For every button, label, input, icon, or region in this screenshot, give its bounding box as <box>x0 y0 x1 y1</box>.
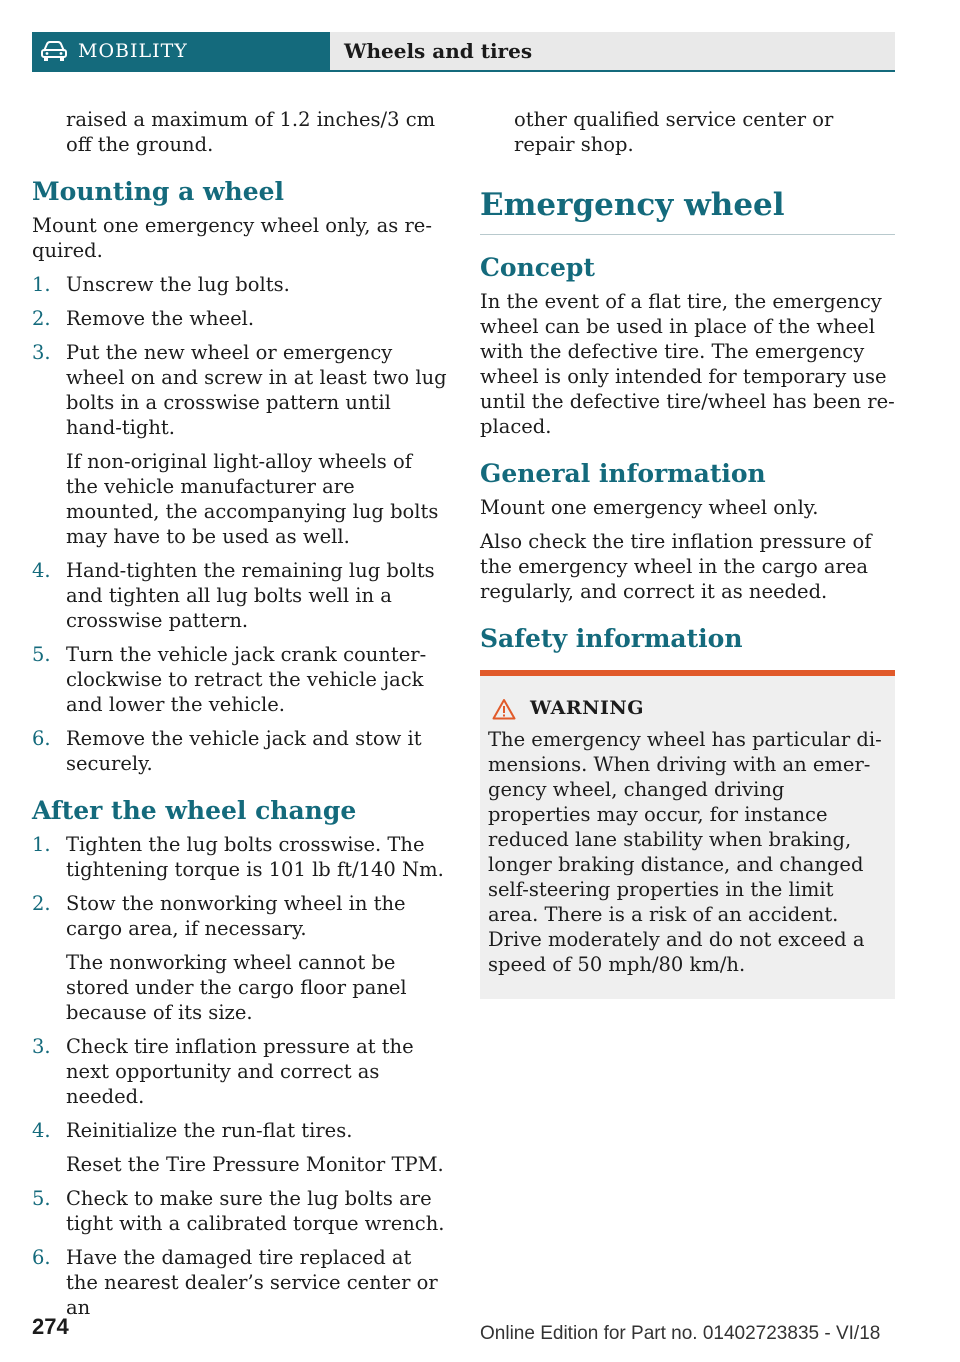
list-item <box>32 306 447 331</box>
header-divider <box>32 70 895 72</box>
step-text: Have the damaged tire replaced at the nearest dealer’s service center or an <box>66 1246 438 1319</box>
step-text: Put the new wheel or emergency wheel on and screw in at least two lug bolts in a crosswise pattern until hand-tight. <box>66 341 447 439</box>
list-item <box>32 1186 447 1236</box>
list-item <box>32 832 447 882</box>
continued-text: other qualified service center or repair shop. <box>514 108 834 156</box>
step-note: If non-original light-alloy wheels of the vehicle manufacturer are mounted, the accompanying lug bolts may have to be used as well. <box>66 450 439 548</box>
step-number: 6. <box>32 727 51 750</box>
list-item <box>32 558 447 633</box>
step-number: 3. <box>32 341 51 364</box>
step-number: 3. <box>32 1035 51 1058</box>
list-item <box>32 340 447 549</box>
topic-label: Wheels and tires <box>344 39 533 63</box>
step-number: 5. <box>32 1187 51 1210</box>
section-tab <box>32 32 330 70</box>
step-number: 4. <box>32 559 51 582</box>
step-text: Unscrew the lug bolts. <box>66 273 290 296</box>
list-item <box>32 1034 447 1109</box>
warning-box <box>480 670 895 999</box>
safety-info-heading: Safety information <box>480 624 743 653</box>
emergency-wheel-heading: Emergency wheel <box>480 187 785 223</box>
general-info-heading: General information <box>480 459 766 488</box>
car-icon <box>40 40 68 62</box>
warning-triangle-icon <box>492 698 516 720</box>
heading-divider <box>480 234 895 235</box>
warning-text: The emergency wheel has particular dimensions. When driving with an emergency wheel, changed driving properties may occur, for instance reduced lane stability when braking, longer braking distance, and changed self-steering properties in the limit area. There is a risk of an accident. Drive moderately and do not exceed a speed of 50 mph/80 km/h. <box>488 728 882 976</box>
step-number: 2. <box>32 892 51 915</box>
step-number: 5. <box>32 643 51 666</box>
list-item <box>32 1118 447 1177</box>
step-number: 1. <box>32 833 51 856</box>
step-text: Check to make sure the lug bolts are tight with a calibrated torque wrench. <box>66 1187 445 1235</box>
after-change-steps <box>32 832 447 1320</box>
concept-heading: Concept <box>480 253 595 282</box>
step-number: 4. <box>32 1119 51 1142</box>
mounting-intro: Mount one emergency wheel only, as required. <box>32 214 432 262</box>
step-note: Reset the Tire Pressure Monitor TPM. <box>66 1153 444 1176</box>
step-note: The nonworking wheel cannot be stored under the cargo floor panel because of its size. <box>66 951 407 1024</box>
step-text: Check tire inflation pressure at the next opportunity and correct as needed. <box>66 1035 414 1108</box>
list-item <box>32 272 447 297</box>
mounting-steps <box>32 272 447 776</box>
page-number: 274 <box>32 1314 69 1339</box>
topic-tab <box>330 32 895 70</box>
step-text: Tighten the lug bolts crosswise. The tightening torque is 101 lb ft/140 Nm. <box>66 833 444 881</box>
general-info-text-1: Mount one emergency wheel only. <box>480 496 819 519</box>
step-text: Hand-tighten the remaining lug bolts and tighten all lug bolts well in a crosswise pattern. <box>66 559 435 632</box>
list-item <box>32 642 447 717</box>
step-text: Remove the vehicle jack and stow it securely. <box>66 727 422 775</box>
right-column <box>480 107 895 999</box>
section-label: MOBILITY <box>78 40 188 62</box>
warning-header <box>488 696 887 721</box>
general-info-text-2: Also check the tire inflation pressure of the emergency wheel in the cargo area regularly, and correct it as needed. <box>480 530 872 603</box>
step-text: Stow the nonworking wheel in the cargo area, if necessary. <box>66 892 406 940</box>
list-item <box>32 891 447 1025</box>
list-item <box>32 726 447 776</box>
step-text: Turn the vehicle jack crank counterclockwise to retract the vehicle jack and lower the vehicle. <box>66 643 427 716</box>
after-change-heading: After the wheel change <box>32 796 357 825</box>
step-number: 1. <box>32 273 51 296</box>
page-header <box>32 32 895 70</box>
step-text: Remove the wheel. <box>66 307 255 330</box>
warning-label: WARNING <box>530 697 645 719</box>
left-column <box>32 107 447 1329</box>
step-text: Reinitialize the run-flat tires. <box>66 1119 353 1142</box>
edition-footer: Online Edition for Part no. 01402723835 - VI/18 <box>480 1323 881 1344</box>
step-number: 2. <box>32 307 51 330</box>
continued-text: raised a maximum of 1.2 inches/3 cm off the ground. <box>66 108 436 156</box>
step-number: 6. <box>32 1246 51 1269</box>
list-item <box>32 1245 447 1320</box>
concept-text: In the event of a flat tire, the emergency wheel can be used in place of the wheel with the defective tire. The emergency wheel is only intended for temporary use until the defective tire/wheel has been replaced. <box>480 290 895 438</box>
mounting-heading: Mounting a wheel <box>32 177 285 206</box>
